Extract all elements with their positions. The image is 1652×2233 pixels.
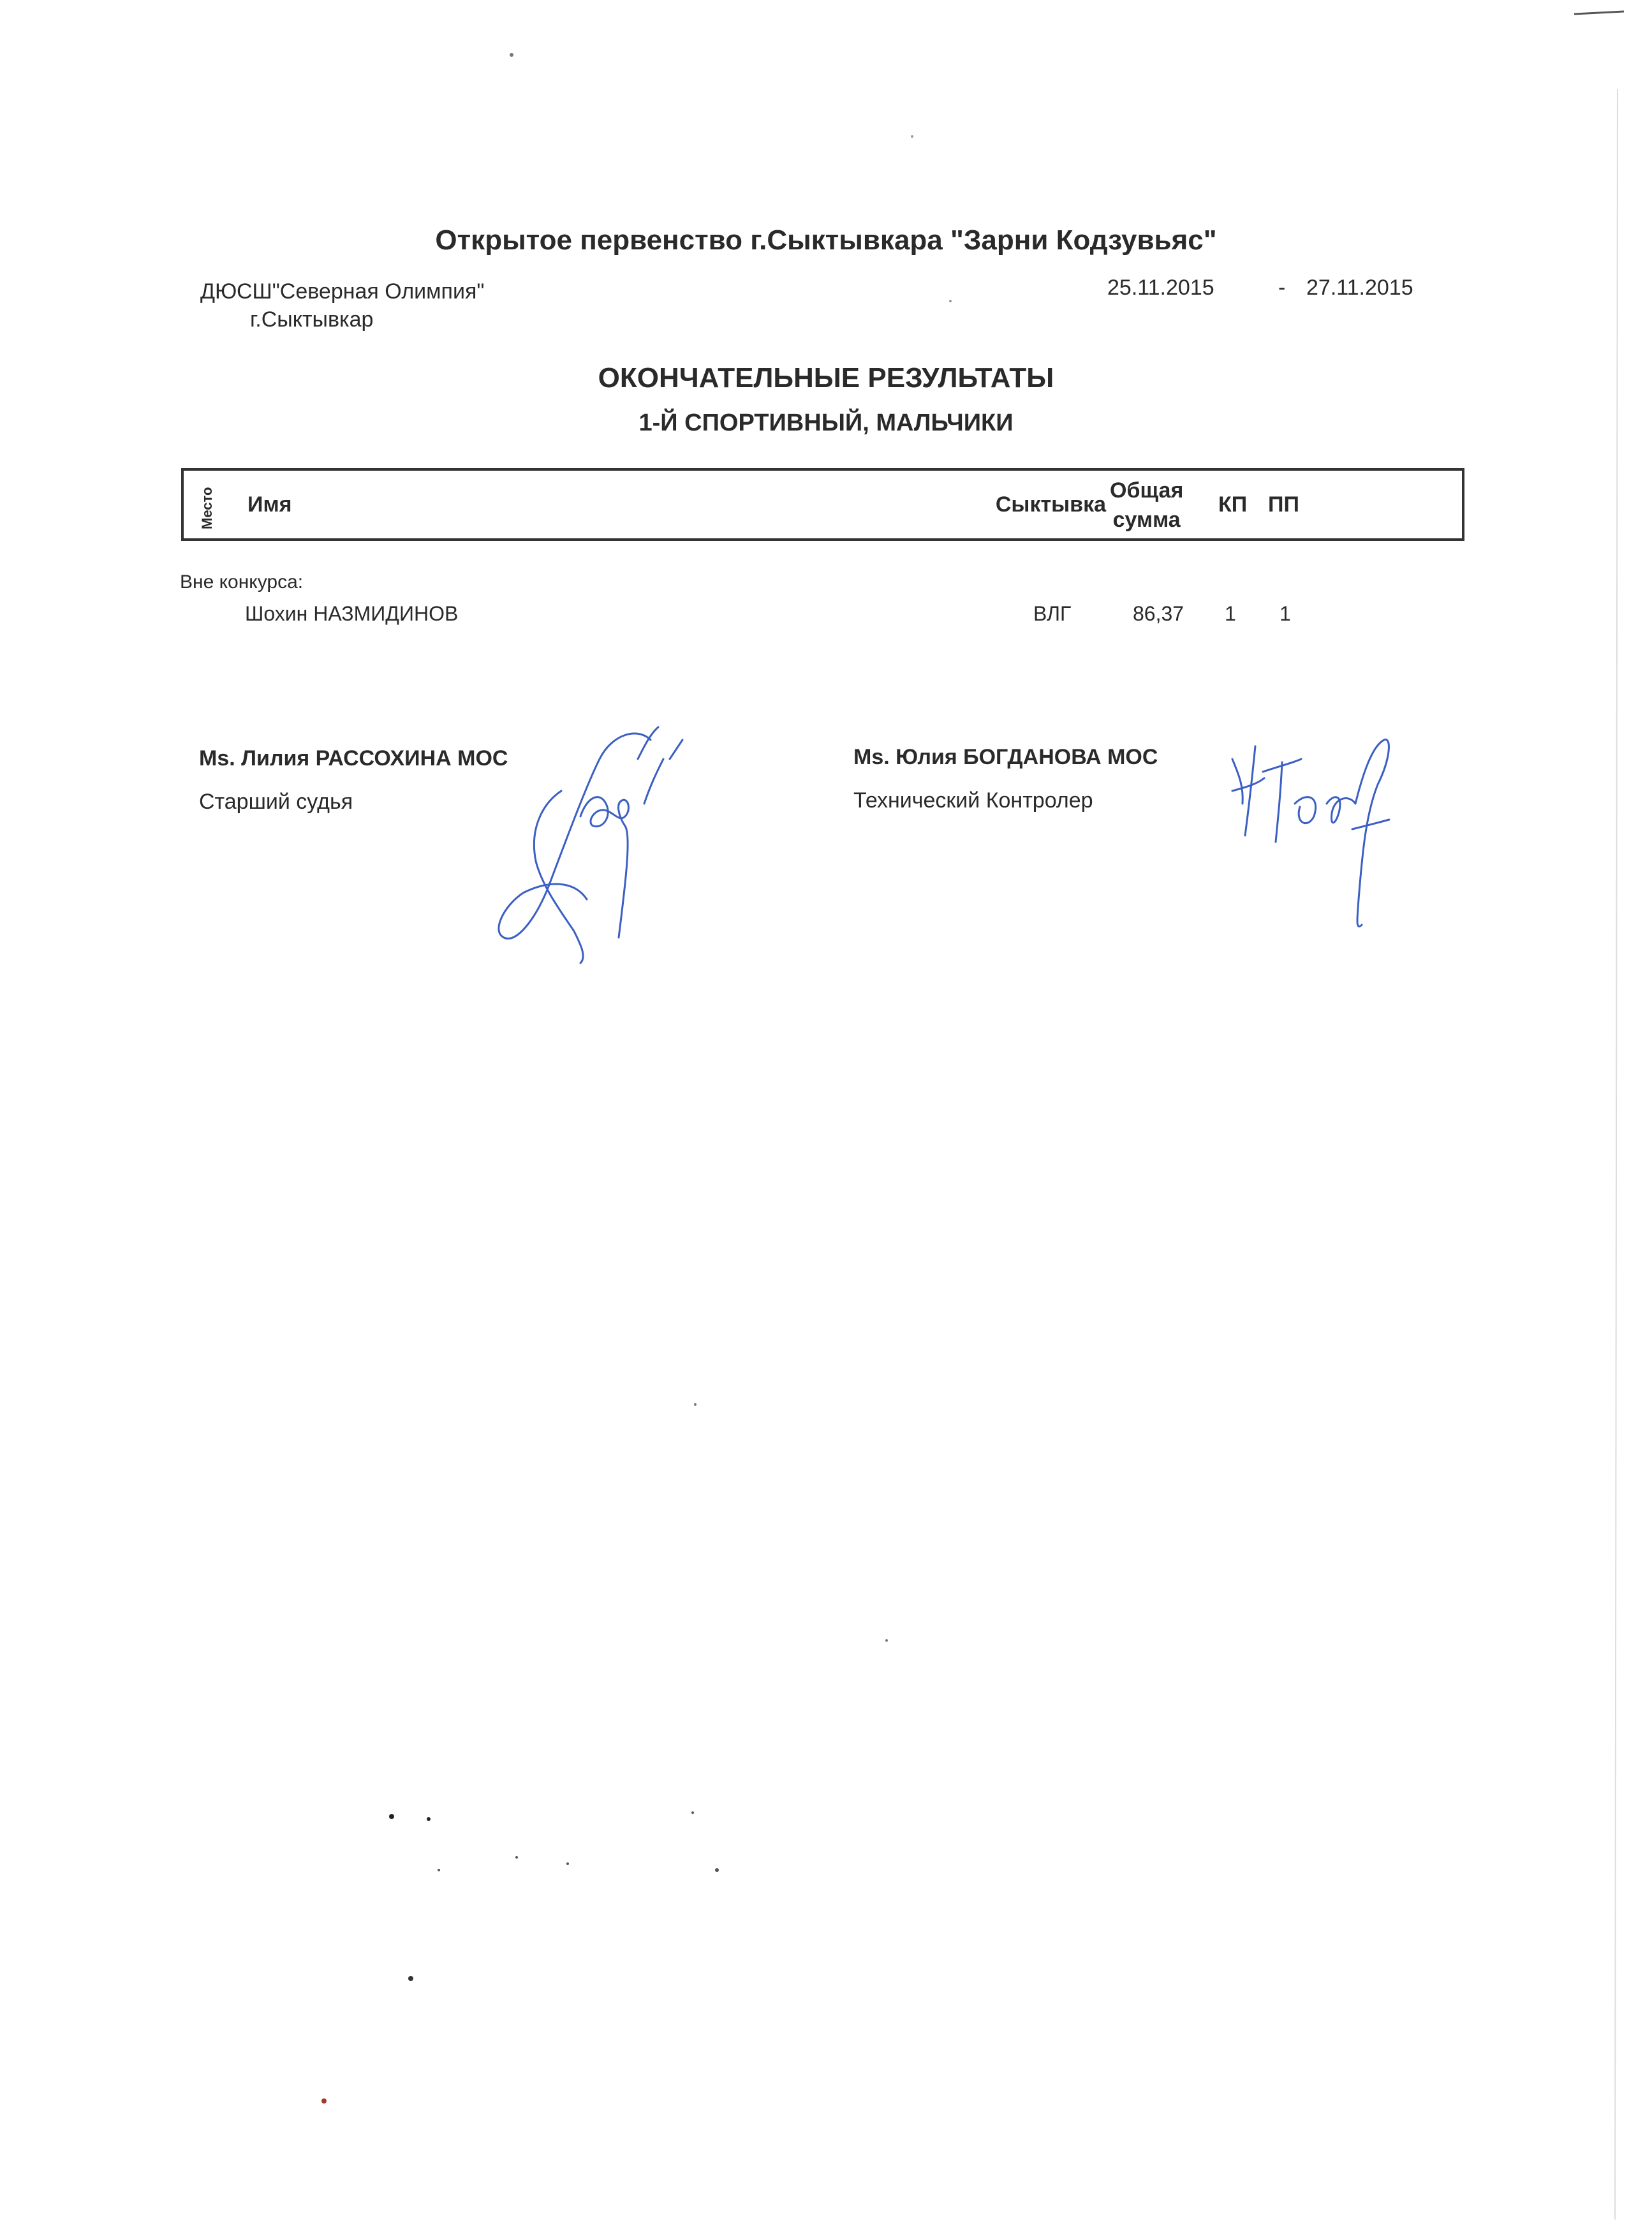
column-header-kp: КП: [1218, 492, 1248, 517]
row-club: ВЛГ: [1033, 602, 1072, 625]
row-kp: 1: [1225, 602, 1236, 625]
judge-role: Старший судья: [199, 790, 353, 814]
row-name: Шохин НАЗМИДИНОВ: [245, 602, 459, 625]
column-header-name: Имя: [247, 492, 292, 517]
judge-name: Ms. Лилия РАССОХИНА МОС: [199, 746, 508, 770]
category-title: 1-Й СПОРТИВНЫЙ, МАЛЬЧИКИ: [638, 409, 1014, 436]
controller-name: Ms. Юлия БОГДАНОВА МОС: [853, 745, 1158, 769]
document-heading: ОКОНЧАТЕЛЬНЫЕ РЕЗУЛЬТАТЫ: [598, 362, 1054, 394]
organizer-city: г.Сыктывкар: [250, 307, 374, 332]
judge-signature: [491, 721, 695, 963]
column-header-total-line1: Общая: [1110, 478, 1184, 503]
date-separator: -: [1278, 276, 1286, 300]
results-table-header: [181, 468, 1464, 541]
date-to: 27.11.2015: [1306, 276, 1413, 300]
organizer: ДЮСШ"Северная Олимпия": [200, 279, 485, 304]
row-pp: 1: [1280, 602, 1291, 625]
date-from: 25.11.2015: [1107, 276, 1214, 300]
section-label-out-of-competition: Вне конкурса:: [180, 571, 304, 593]
column-header-pp: ПП: [1268, 492, 1299, 517]
row-total: 86,37: [1133, 602, 1184, 625]
event-title: Открытое первенство г.Сыктывкара "Зарни Кодзувьяс": [435, 225, 1217, 256]
column-header-place: Место: [199, 487, 215, 529]
column-header-club: Сыктывка: [995, 492, 1106, 517]
column-header-total: [1110, 476, 1183, 534]
controller-signature: [1225, 733, 1416, 938]
column-header-total-line2: сумма: [1112, 508, 1181, 532]
controller-role: Технический Контролер: [853, 788, 1093, 813]
